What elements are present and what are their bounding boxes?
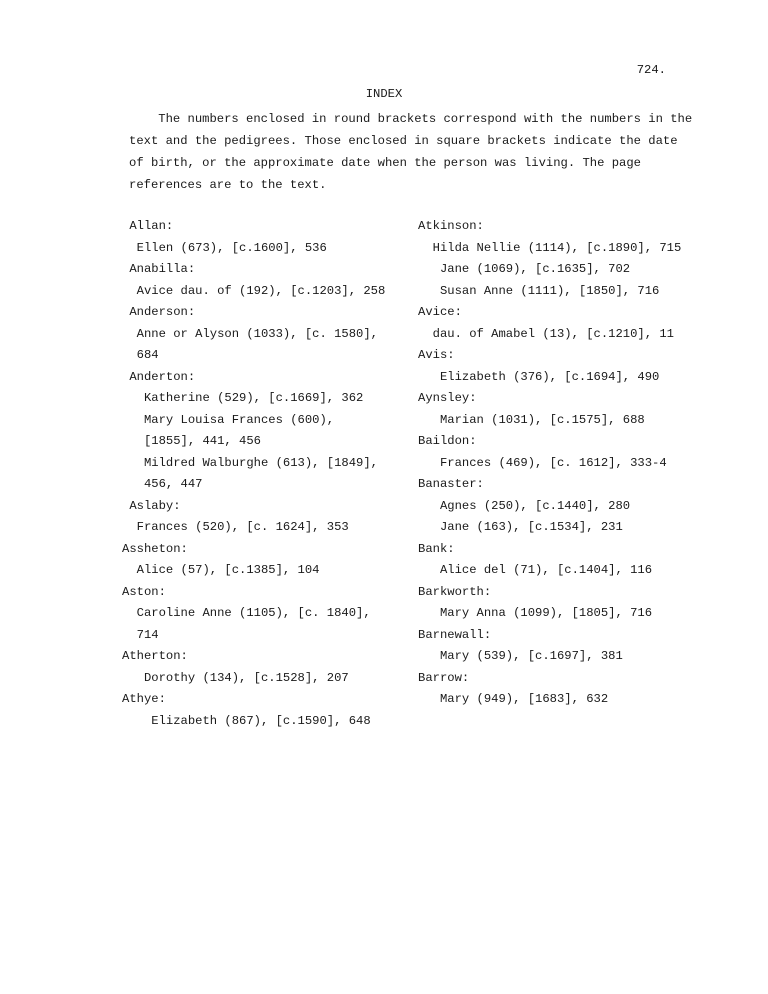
index-entry: Barrow:: [418, 670, 470, 685]
index-entry: Frances (469), [c. 1612], 333-4: [418, 455, 667, 470]
index-entry: [1855], 441, 456: [122, 434, 261, 448]
index-entry: Anne or Alyson (1033), [c. 1580],: [122, 326, 378, 341]
page-title: INDEX: [365, 87, 403, 101]
index-entry: Anderton:: [122, 369, 196, 384]
intro-line: text and the pedigrees. Those enclosed in square brackets indicate the date: [129, 134, 678, 148]
intro-line: The numbers enclosed in round brackets correspond with the numbers in the: [129, 112, 693, 126]
index-entry: Hilda Nellie (1114), [c.1890], 715: [418, 240, 682, 255]
index-entry: Athye:: [122, 692, 166, 706]
index-entry: Baildon:: [418, 434, 477, 448]
index-entry: Mary (949), [1683], 632: [418, 692, 609, 706]
index-entry: Barkworth:: [418, 584, 492, 599]
index-entry: Mildred Walburghe (613), [1849],: [122, 455, 378, 470]
index-entry: Alice (57), [c.1385], 104: [122, 563, 320, 577]
intro-line: references are to the text.: [129, 178, 327, 192]
index-entry: Jane (1069), [c.1635], 702: [418, 262, 631, 276]
intro-line: of birth, or the approximate date when the person was living. The page: [129, 156, 641, 170]
index-entry: Avis:: [418, 348, 455, 362]
index-entry: Aynsley:: [418, 391, 477, 405]
index-column-right: [418, 216, 708, 711]
index-entry: Elizabeth (867), [c.1590], 648: [122, 713, 371, 728]
index-entry: Caroline Anne (1105), [c. 1840],: [122, 606, 371, 620]
index-entry: Assheton:: [122, 541, 188, 556]
index-entry: Frances (520), [c. 1624], 353: [122, 520, 349, 534]
index-entry: Agnes (250), [c.1440], 280: [418, 498, 631, 513]
index-entry: Elizabeth (376), [c.1694], 490: [418, 369, 660, 384]
index-entry: Ellen (673), [c.1600], 536: [122, 240, 327, 255]
index-entry: Dorothy (134), [c.1528], 207: [122, 670, 349, 685]
index-entry: Bank:: [418, 541, 455, 556]
page-number: 724.: [636, 63, 666, 77]
index-column-left: [122, 216, 412, 732]
index-entry: Alice del (71), [c.1404], 116: [418, 563, 653, 577]
intro-paragraph: [129, 108, 709, 196]
index-entry: Anderson:: [122, 305, 196, 319]
index-entry: Allan:: [122, 219, 174, 233]
index-entry: Atkinson:: [418, 219, 484, 233]
index-entry: Susan Anne (1111), [1850], 716: [418, 283, 660, 298]
index-entry: Anabilla:: [122, 262, 196, 276]
index-entry: Mary Anna (1099), [1805], 716: [418, 606, 653, 620]
index-entry: 684: [122, 348, 159, 362]
index-entry: 456, 447: [122, 477, 203, 491]
index-entry: Mary (539), [c.1697], 381: [418, 649, 623, 663]
index-entry: 714: [122, 627, 159, 642]
index-entry: Avice dau. of (192), [c.1203], 258: [122, 283, 386, 298]
index-entry: dau. of Amabel (13), [c.1210], 11: [418, 326, 674, 341]
index-entry: Marian (1031), [c.1575], 688: [418, 412, 645, 427]
index-entry: Avice:: [418, 305, 462, 319]
index-entry: Banaster:: [418, 477, 484, 491]
index-entry: Atherton:: [122, 649, 188, 663]
index-entry: Aston:: [122, 584, 166, 599]
index-entry: Barnewall:: [418, 627, 492, 642]
index-entry: Mary Louisa Frances (600),: [122, 412, 335, 427]
index-entry: Aslaby:: [122, 498, 181, 513]
index-entry: Jane (163), [c.1534], 231: [418, 520, 623, 534]
index-entry: Katherine (529), [c.1669], 362: [122, 391, 364, 405]
